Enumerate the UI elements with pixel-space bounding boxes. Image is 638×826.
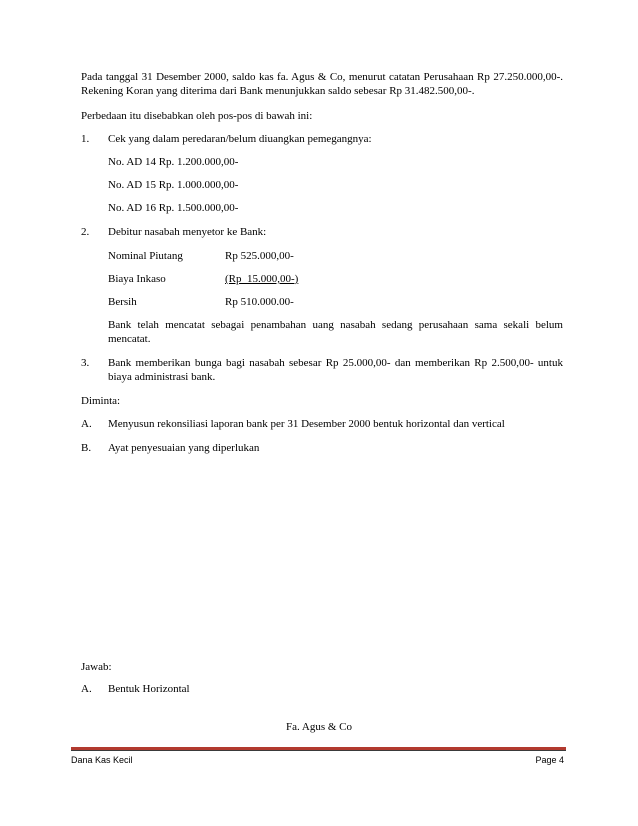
cheque-line: No. AD 15 Rp. 1.000.000,00-: [108, 179, 239, 191]
list-number: 3.: [81, 357, 90, 369]
cheque-line: No. AD 14 Rp. 1.200.000,00-: [108, 156, 239, 168]
amount-row: [108, 272, 563, 286]
answer-a: [81, 682, 563, 696]
amount-label: Nominal Piutang: [108, 250, 183, 262]
footer-title: Dana Kas Kecil: [71, 755, 133, 765]
list-letter: A.: [81, 418, 92, 430]
cheque-line: No. AD 16 Rp. 1.500.000,00-: [108, 202, 239, 214]
list-item-text: Bank memberikan bunga bagi nasabah sebesar Rp 25.000,00- dan memberikan Rp 2.500,00- untuk biaya administrasi bank.: [108, 357, 563, 383]
company-title: Fa. Agus & Co: [285, 721, 352, 733]
task-text: Menyusun rekonsiliasi laporan bank per 31 Desember 2000 bentuk horizontal dan vertical: [108, 418, 505, 430]
list-item-text: Cek yang dalam peredaran/belum diuangkan pemegangnya:: [108, 133, 372, 145]
amount-row: [108, 249, 563, 263]
list-item-1: [81, 132, 563, 146]
footer-rule-thin: [71, 750, 566, 751]
jawab-heading: Jawab:: [81, 661, 112, 673]
list-item-text: Debitur nasabah menyetor ke Bank:: [108, 226, 267, 238]
intro-paragraph: Pada tanggal 31 Desember 2000, saldo kas fa. Agus & Co, menurut catatan Perusahaan Rp 27.250.000,00-. Rekening Koran yang diterima dari Bank menunjukkan saldo sebesar Rp 31.482.500,00-.: [81, 71, 563, 97]
amount-row: [108, 295, 563, 309]
document-body: [81, 71, 563, 696]
task-a: [81, 417, 563, 431]
task-text: Ayat penyesuaian yang diperlukan: [108, 442, 260, 454]
amount-label: Biaya Inkaso: [108, 273, 166, 285]
list-item-3: [81, 356, 563, 384]
list-letter: A.: [81, 683, 92, 695]
answer-text: Bentuk Horizontal: [108, 683, 190, 695]
list-item-2: [81, 225, 563, 239]
amount-label: Bersih: [108, 296, 137, 308]
amount-value: Rp 510.000.00-: [225, 296, 294, 308]
amount-value: Rp 525.000,00-: [225, 250, 294, 262]
reason-text: Perbedaan itu disebabkan oleh pos-pos di bawah ini:: [81, 110, 313, 122]
list-number: 1.: [81, 133, 90, 145]
amount-value: (Rp 15.000,00-): [225, 273, 299, 285]
task-b: [81, 441, 563, 455]
list-number: 2.: [81, 226, 90, 238]
list-letter: B.: [81, 442, 92, 454]
page-number: Page 4: [535, 755, 564, 765]
diminta-heading: Diminta:: [81, 395, 121, 407]
item2-note: Bank telah mencatat sebagai penambahan uang nasabah sedang perusahaan sama sekali belum mencatat.: [108, 319, 563, 345]
